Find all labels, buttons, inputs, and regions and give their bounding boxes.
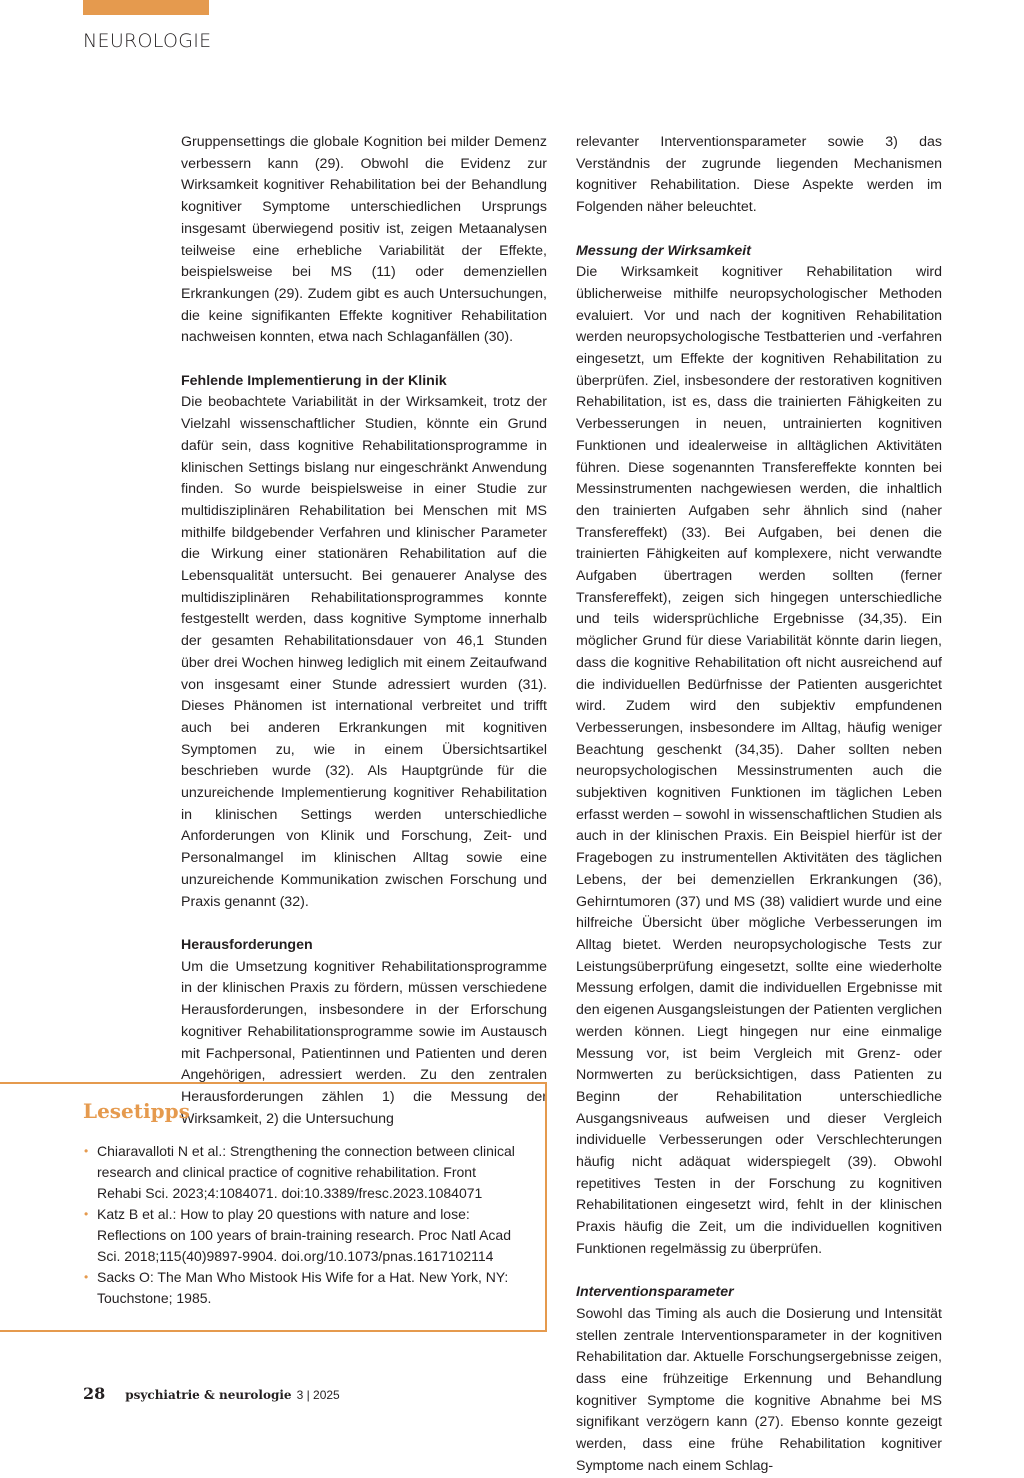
bullet-icon: •: [84, 1270, 89, 1284]
reading-tips-title: Lesetipps: [83, 1099, 190, 1123]
section-heading: Herausforderungen: [181, 936, 313, 953]
section-label: NEUROLOGIE: [83, 30, 212, 52]
body-paragraph: relevanter Interventionsparameter sowie 3) das Verständnis der zugrunde liegenden Mechanismen kognitiver Rehabilitation. Diese Aspekte werden im Folgenden näher beleuchtet.: [576, 134, 942, 216]
reading-tip-text: Katz B et al.: How to play 20 questions with nature and lose: Reflections on 100 years of brain-training research. Proc Natl Acad Sci. 2018;115(40)9897-9904. doi.org/10.1073/pnas.1617102114: [97, 1206, 511, 1264]
body-paragraph: Sowohl das Timing als auch die Dosierung und Intensität stellen zentrale Interventionsparameter in der kognitiven Rehabilitation dar. Aktuelle Forschungsergebnisse zeigen, dass eine frühzeitige Erkennung und Behandlung kognitiver Symptome die kognitive Abnahme bei MS signifikant verzögern kann (27). Ebenso konnte gezeigt werden, dass eine frühe Rehabilitation kognitiver Symptome nach einem Schlag-: [576, 1305, 942, 1474]
page-number: 28: [83, 1384, 106, 1403]
section-heading: Fehlende Implementierung in der Klinik: [181, 372, 447, 389]
reading-tip-text: Sacks O: The Man Who Mistook His Wife for a Hat. New York, NY: Touchstone; 1985.: [97, 1269, 509, 1306]
issue-info: 3 | 2025: [296, 1388, 340, 1402]
reading-tip-item: [83, 1141, 523, 1204]
bullet-icon: •: [84, 1144, 89, 1158]
journal-name: psychiatrie & neurologie: [125, 1388, 292, 1402]
page-footer: [83, 1384, 340, 1403]
bullet-icon: •: [84, 1207, 89, 1221]
subsection-heading: Interventionsparameter: [576, 1284, 734, 1301]
right-column: [576, 132, 942, 1478]
left-column: [181, 132, 547, 1130]
body-paragraph: Die beobachtete Variabilität in der Wirksamkeit, trotz der Vielzahl wissenschaftlicher Studien, könnte ein Grund dafür sein, dass kognitive Rehabilitationsprogramme in klinischen Settings bislang nur eingeschränkt Anwendung finden. So wurde beispielsweise in einer Studie zur multidisziplinären Rehabilitation bei Menschen mit MS mithilfe bildgebender Verfahren und klinischer Parameter die Wirkung einer stationären Rehabilitation auf die Lebensqualität untersucht. Bei genauerer Analyse des multidisziplinären Rehabilitationsprogrammes konnte festgestellt werden, dass kognitive Symptome innerhalb der gesamten Rehabilitationsdauer von 46,1 Stunden über drei Wochen hinweg lediglich mit einem Zeitaufwand von insgesamt einer Stunde adressiert wurden (31). Dieses Phänomen ist international verbreitet und trifft auch bei anderen Erkrankungen mit kognitiven Symptomen zu, wie in einem Übersichtsartikel beschrieben wurde (32). Als Hauptgründe für die unzureichende Implementierung kognitiver Rehabilitation in klinischen Settings werden unterschiedliche Anforderungen von Klinik und Forschung, Zeit- und Personalmangel im klinischen Alltag sowie eine unzureichende Kommunikation zwischen Forschung und Praxis genannt (32).: [181, 394, 547, 910]
body-paragraph: Um die Umsetzung kognitiver Rehabilitationsprogramme in der klinischen Praxis zu fördern, müssen verschiedene Herausforderungen, insbesondere in der Erforschung kognitiver Rehabilitationsprogramme sowie im Austausch mit Fachpersonal, Patientinnen und Patienten und deren Angehörigen, adressiert werden. Zu den zentralen Herausforderungen zählen 1) die Messung der Wirksamkeit, 2) die Untersuchung: [181, 958, 547, 1127]
reading-tip-text: Chiaravalloti N et al.: Strengthening the connection between clinical research and clinical practice of cognitive rehabilitation. Front Rehabi Sci. 2023;4:1084071. doi:10.3389/fresc.2023.1084071: [97, 1143, 515, 1201]
reading-tip-item: [83, 1204, 523, 1267]
body-paragraph: Gruppensettings die globale Kognition bei milder Demenz verbessern kann (29). Obwohl die Evidenz zur Wirksamkeit kognitiver Rehabilitation bei der Behandlung kognitiver Symptome unterschiedlichen Ursprungs insgesamt überwiegend positiv ist, zeigen Metaanalysen teilweise eine erhebliche Variabilität der Effekte, beispielsweise bei MS (11) oder demenziellen Erkrankungen (29). Zudem gibt es auch Untersuchungen, die keine signifikanten Effekte kognitiver Rehabilitation nachweisen konnten, etwa nach Schlaganfällen (30).: [181, 134, 547, 346]
reading-tip-item: [83, 1267, 523, 1309]
subsection-heading: Messung der Wirksamkeit: [576, 242, 751, 259]
section-accent-bar: [83, 0, 209, 15]
body-paragraph: Die Wirksamkeit kognitiver Rehabilitation wird üblicherweise mithilfe neuropsychologischer Methoden evaluiert. Vor und nach der kognitiven Rehabilitation werden neuropsychologische Testbatterien und -verfahren eingesetzt, um Effekte der kognitiven Rehabilitation zu überprüfen. Ziel, insbesondere der restorativen kognitiven Rehabilitation, ist es, dass die trainierten Fähigkeiten zu Verbesserungen in neuen, untrainierten kognitiven Funktionen und idealerweise in alltäglichen Aktivitäten führen. Diese sogenannten Transfereffekte konnten bei Messinstrumenten nachgewiesen werden, die inhaltlich den trainierten Aufgaben sehr ähnlich sind (naher Transfereffekt) (33). Bei Aufgaben, bei denen die trainierten Fähigkeiten auf komplexere, nicht verwandte Aufgaben übertragen werden sollten (ferner Transfereffekt), zeigen sich hingegen unterschiedliche und teils widersprüchliche Ergebnisse (34,35). Ein möglicher Grund für diese Variabilität könnte darin liegen, dass die kognitive Rehabilitation oft nicht ausreichend auf die individuellen Bedürfnisse der Patienten ausgerichtet wird. Zudem wird den subjektiv empfundenen Verbesserungen, insbesondere im Alltag, häufig weniger Beachtung geschenkt (34,35). Daher sollten neben neuropsychologischen Messinstrumenten auch die subjektiven kognitiven Funktionen im täglichen Leben erfasst werden – sowohl in wissenschaftlichen Studien als auch in der klinischen Praxis. Ein Beispiel hierfür ist der Fragebogen zu instrumentellen Aktivitäten des täglichen Lebens, der bei demenziellen Erkrankungen (36), Gehirntumoren (37) und MS (38) validiert wurde und eine hilfreiche Übersicht über mögliche Verbesserungen im Alltag bietet. Werden neuropsychologische Tests zur Leistungsüberprüfung eingesetzt, sollte eine wiederholte Messung erfolgen, damit die individuellen Ergebnisse mit den eigenen Ausgangsleistungen der Patienten verglichen werden können. Liegt hingegen nur eine einmalige Messung vor, ist beim Vergleich mit Grenz- oder Normwerten zu berücksichtigen, dass Patienten zu Beginn der Rehabilitation unterschiedliche Ausgangsniveaus aufweisen und dieser Vergleich individuelle Verbesserungen oder Verschlechterungen häufig nicht adäquat widerspiegelt (39). Obwohl repetitives Testen in der Forschung zu kognitiven Rehabilitationen eingesetzt wird, fehlt in der klinischen Praxis häufig die Zeit, um die individuellen kognitiven Funktionen regelmässig zu überprüfen.: [576, 264, 942, 1257]
reading-tips-list: [83, 1141, 523, 1309]
